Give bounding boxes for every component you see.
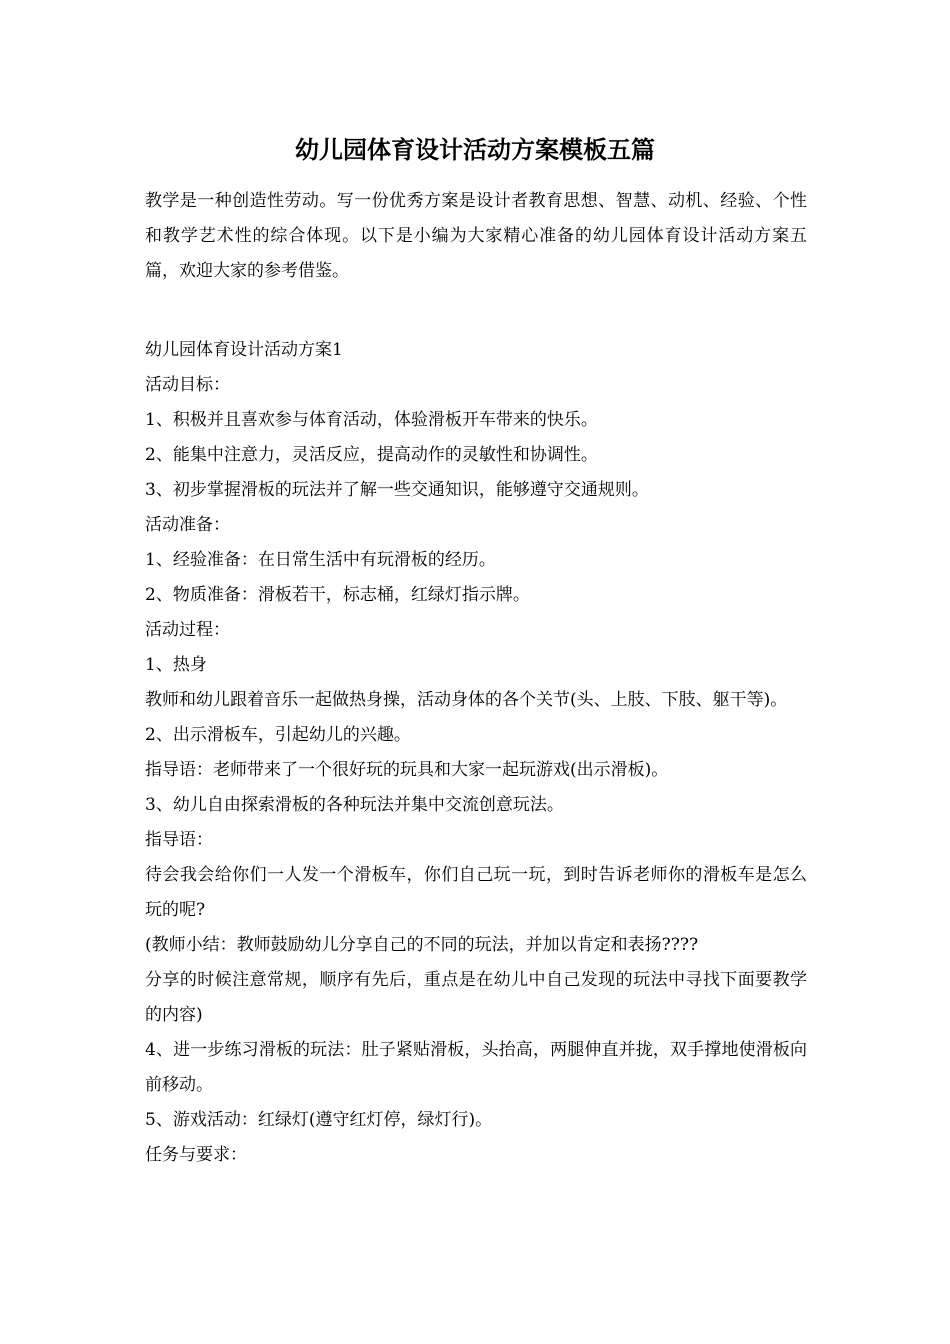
paragraph-gap [145,289,807,333]
paragraph: 1、经验准备：在日常生活中有玩滑板的经历。 [145,550,496,570]
section-heading: 幼儿园体育设计活动方案1 [145,340,343,360]
paragraph: 待会我会给你们一人发一个滑板车，你们自己玩一玩，到时告诉老师你的滑板车是怎么玩的呢? [145,865,807,920]
paragraph: 2、出示滑板车，引起幼儿的兴趣。 [145,725,411,745]
paragraph: 3、幼儿自由探索滑板的各种玩法并集中交流创意玩法。 [145,795,564,815]
document-body [145,184,807,1173]
paragraph: 2、能集中注意力，灵活反应，提高动作的灵敏性和协调性。 [145,445,598,465]
paragraph: 活动准备： [145,515,230,535]
paragraph: 2、物质准备：滑板若干，标志桶，红绿灯指示牌。 [145,585,530,605]
paragraph: 分享的时候注意常规，顺序有先后，重点是在幼儿中自己发现的玩法中寻找下面要教学的内容) [145,970,807,1025]
paragraph: 活动过程： [145,620,230,640]
paragraph: 指导语： [145,830,213,850]
paragraph: 1、热身 [145,655,207,675]
paragraph: 指导语：老师带来了一个很好玩的玩具和大家一起玩游戏(出示滑板)。 [145,760,669,780]
paragraph: 3、初步掌握滑板的玩法并了解一些交通知识，能够遵守交通规则。 [145,480,649,500]
paragraph: 1、积极并且喜欢参与体育活动，体验滑板开车带来的快乐。 [145,410,598,430]
intro-paragraph: 教学是一种创造性劳动。写一份优秀方案是设计者教育思想、智慧、动机、经验、个性和教学艺术性的综合体现。以下是小编为大家精心准备的幼儿园体育设计活动方案五篇，欢迎大家的参考借鉴。 [145,191,807,281]
paragraph: 4、进一步练习滑板的玩法：肚子紧贴滑板，头抬高，两腿伸直并拢，双手撑地使滑板向前移动。 [145,1040,807,1095]
paragraph: 活动目标： [145,375,230,395]
paragraph: 任务与要求： [145,1145,247,1165]
paragraph: 5、游戏活动：红绿灯(遵守红灯停，绿灯行)。 [145,1110,493,1130]
paragraph: (教师小结：教师鼓励幼儿分享自己的不同的玩法，并加以肯定和表扬???? [145,935,699,955]
document-title: 幼儿园体育设计活动方案模板五篇 [295,135,655,164]
paragraph: 教师和幼儿跟着音乐一起做热身操，活动身体的各个关节(头、上肢、下肢、躯干等)。 [145,690,788,710]
